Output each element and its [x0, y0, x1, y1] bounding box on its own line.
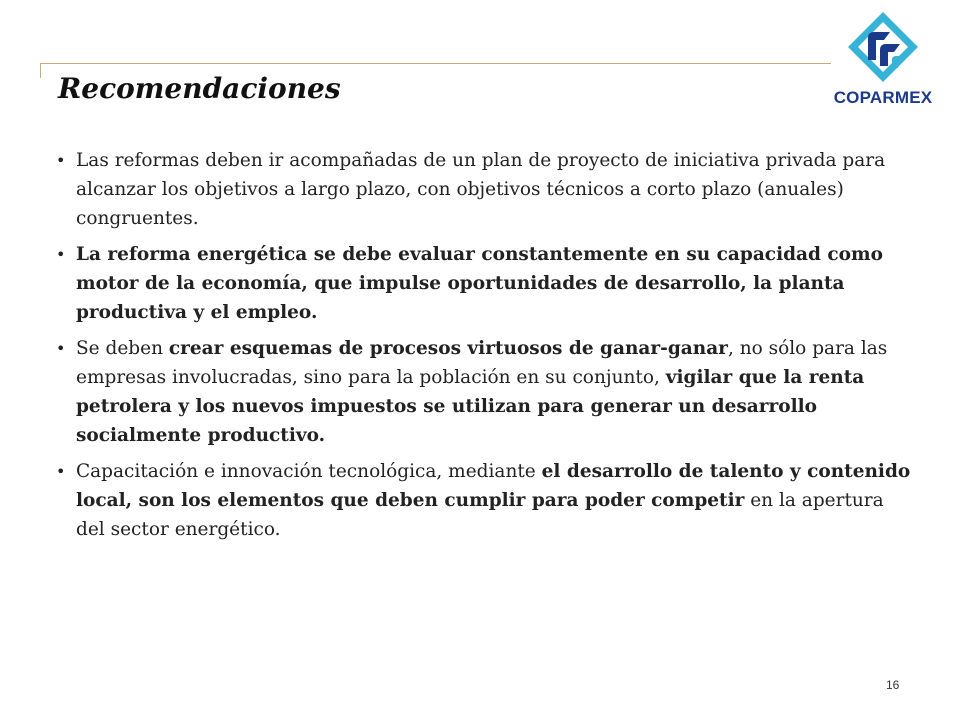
bullet-text: , no sólo para las empresas involucradas, sino para la población en su conjunto,: [76, 338, 888, 388]
bullet-text: Se deben: [76, 338, 169, 359]
bullet-text-bold: crear esquemas de procesos virtuosos de ganar-ganar: [168, 338, 728, 359]
bullet-dot: •: [56, 339, 66, 358]
bullet-item: [56, 457, 916, 544]
coparmex-logo: [828, 10, 938, 110]
coparmex-logo-icon: [846, 10, 920, 84]
bullet-item: [56, 146, 916, 233]
logo-wordmark: COPARMEX: [833, 88, 933, 107]
bullet-item: [56, 334, 916, 450]
bullet-dot: •: [56, 151, 66, 170]
bullet-list: [56, 146, 916, 551]
page-number: 16: [886, 678, 900, 692]
bullet-text: Capacitación e innovación tecnológica, mediante: [76, 461, 542, 482]
bullet-text: Las reformas deben ir acompañadas de un plan de proyecto de iniciativa privada para alcanzar los objetivos a largo plazo, con objetivos técnicos a corto plazo (anuales) congruentes.: [76, 150, 886, 229]
bullet-text-bold: el desarrollo de talento y contenido local, son los elementos que deben cumplir para poder competir: [76, 461, 911, 511]
bullet-text: en la apertura del sector energético.: [76, 490, 884, 540]
bullet-text-bold: La reforma energética se debe evaluar constantemente en su capacidad como motor de la economía, que impulse oportunidades de desarrollo, la planta productiva y el empleo.: [76, 244, 883, 323]
bullet-item: [56, 240, 916, 327]
bullet-dot: •: [56, 245, 66, 264]
bullet-dot: •: [56, 462, 66, 481]
bullet-text-bold: vigilar que la renta petrolera y los nuevos impuestos se utilizan para generar un desarrollo socialmente productivo.: [76, 367, 865, 446]
slide-title: Recomendaciones: [58, 72, 341, 105]
